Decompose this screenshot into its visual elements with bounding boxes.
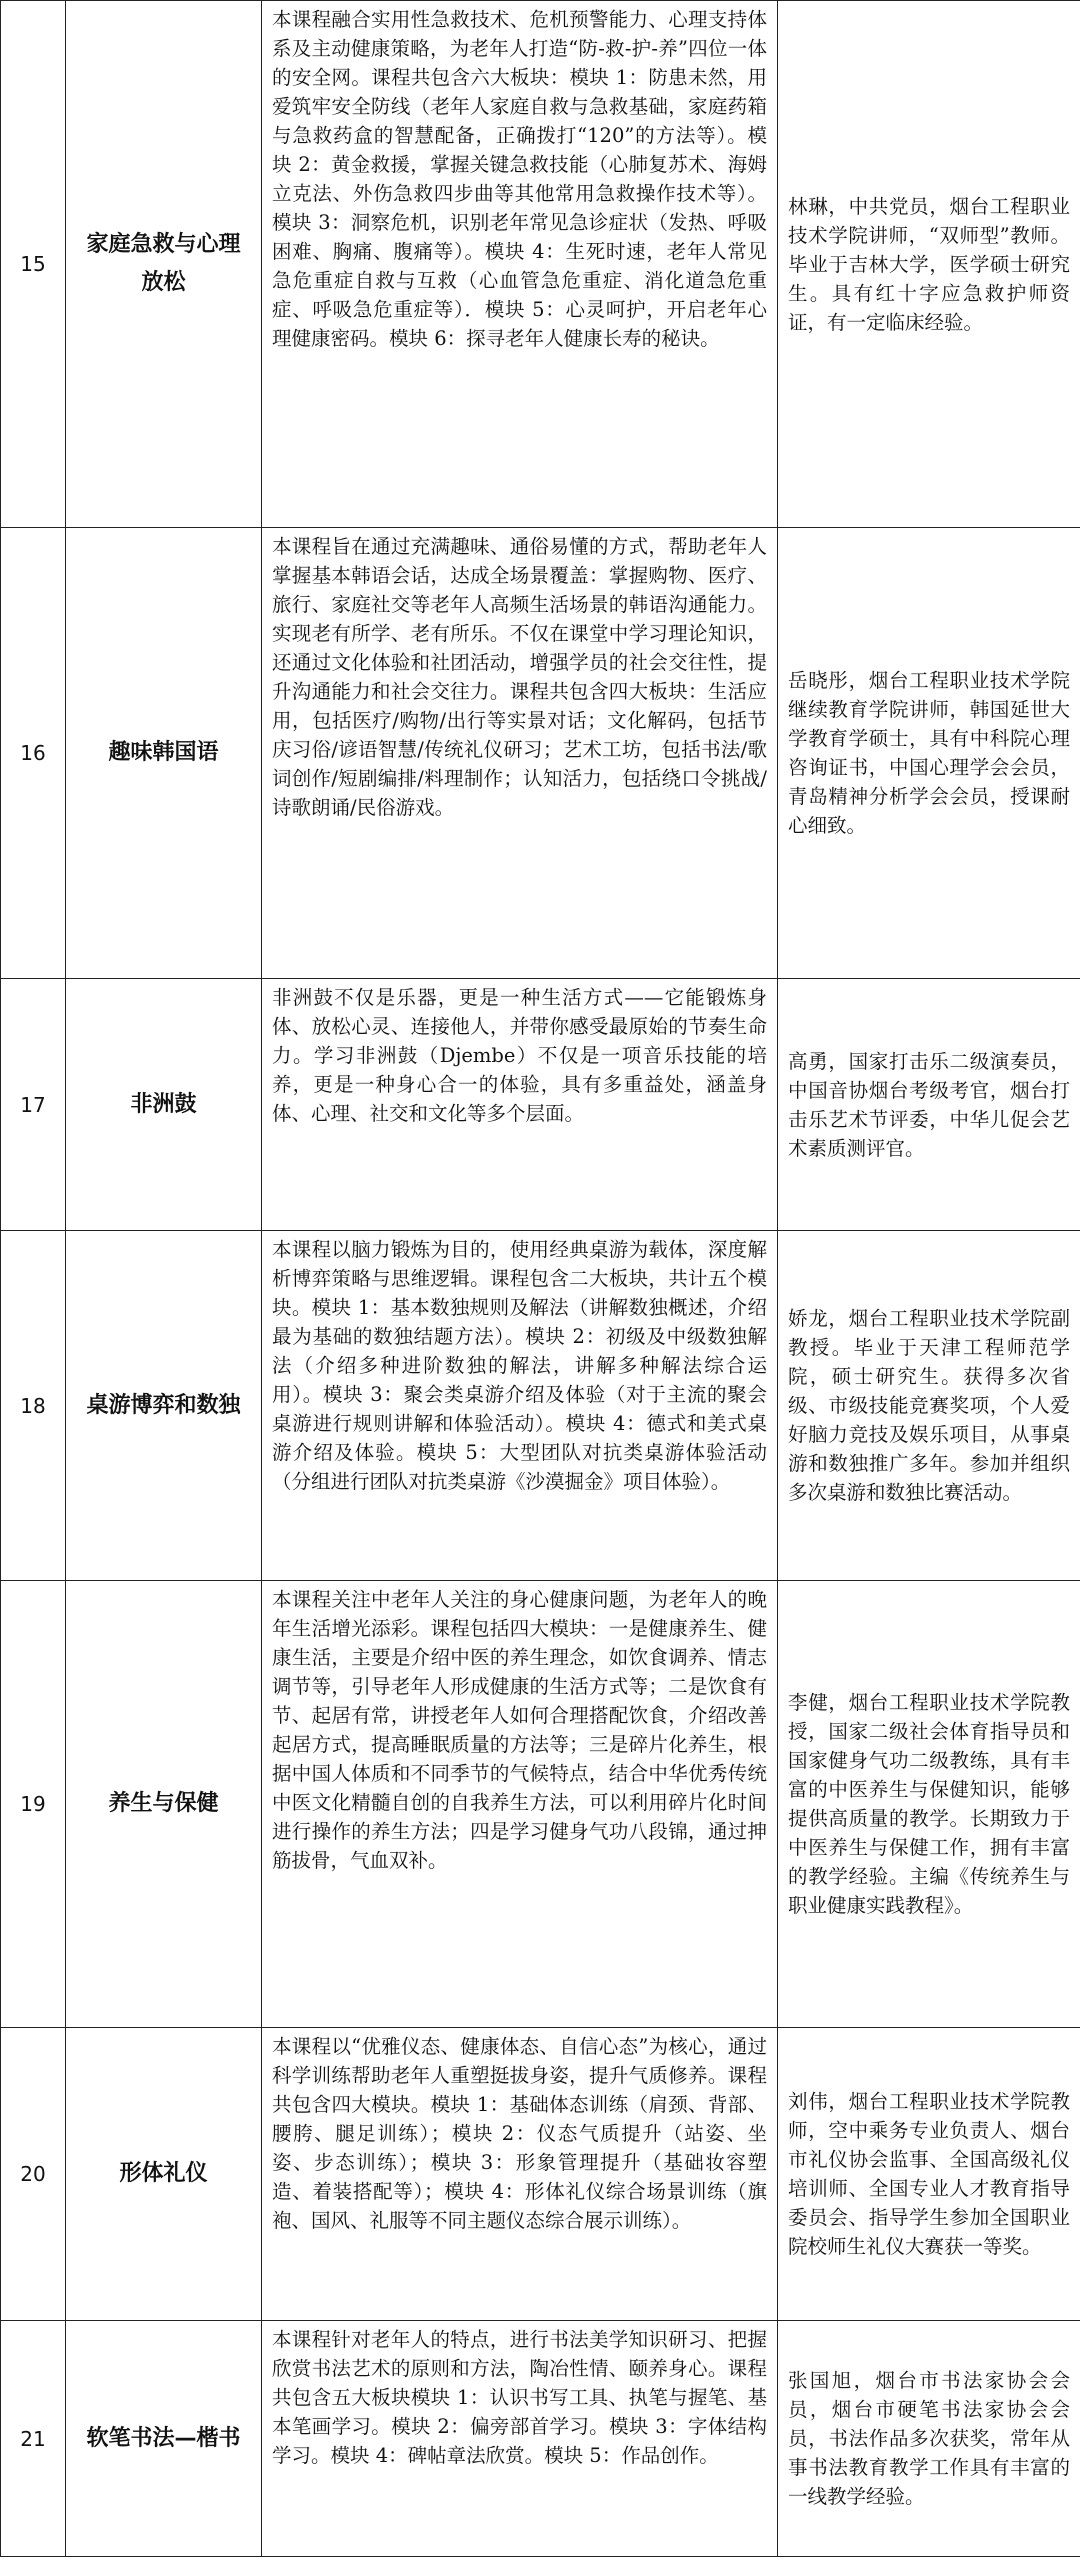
teacher-info: 林琳，中共党员，烟台工程职业技术学院讲师，“双师型”教师。毕业于吉林大学，医学硕士研究生。具有红十字应急救护师资证，有一定临床经验。 — [778, 1, 1080, 528]
teacher-info: 张国旭，烟台市书法家协会会员，烟台市硬笔书法家协会会员，书法作品多次获奖，常年从事书法教育教学工作具有丰富的一线教学经验。 — [778, 2321, 1080, 2557]
table-row — [1, 2321, 1080, 2557]
course-number: 17 — [1, 979, 66, 1231]
table-row — [1, 528, 1080, 979]
table-row — [1, 979, 1080, 1231]
course-description: 本课程关注中老年人关注的身心健康问题，为老年人的晚年生活增光添彩。课程包括四大模块：一是健康养生、健康生活，主要是介绍中医的养生理念，如饮食调养、情志调节等，引导老年人形成健康的生活方式等；二是饮食有节、起居有常，讲授老年人如何合理搭配饮食，介绍改善起居方式，提高睡眠质量的方法等；三是碎片化养生，根据中国人体质和不同季节的气候特点，结合中华优秀传统中医文化精髓自创的自我养生方法，可以利用碎片化时间进行操作的养生方法；四是学习健身气功八段锦，通过抻筋拔骨，气血双补。 — [262, 1581, 778, 2028]
course-number: 16 — [1, 528, 66, 979]
course-number: 15 — [1, 1, 66, 528]
table-row — [1, 1231, 1080, 1581]
teacher-info: 刘伟，烟台工程职业技术学院教师，空中乘务专业负责人、烟台市礼仪协会监事、全国高级礼仪培训师、全国专业人才教育指导委员会、指导学生参加全国职业院校师生礼仪大赛获一等奖。 — [778, 2028, 1080, 2321]
course-number: 19 — [1, 1581, 66, 2028]
course-name: 软笔书法—楷书 — [66, 2321, 262, 2557]
table-row — [1, 1581, 1080, 2028]
course-number: 21 — [1, 2321, 66, 2557]
course-description: 本课程旨在通过充满趣味、通俗易懂的方式，帮助老年人掌握基本韩语会话，达成全场景覆盖：掌握购物、医疗、旅行、家庭社交等老年人高频生活场景的韩语沟通能力。实现老有所学、老有所乐。不仅在课堂中学习理论知识，还通过文化体验和社团活动，增强学员的社会交往性，提升沟通能力和社会交往力。课程共包含四大板块：生活应用，包括医疗/购物/出行等实景对话；文化解码，包括节庆习俗/谚语智慧/传统礼仪研习；艺术工坊，包括书法/歌词创作/短剧编排/料理制作；认知活力，包括绕口令挑战/诗歌朗诵/民俗游戏。 — [262, 528, 778, 979]
teacher-info: 岳晓彤，烟台工程职业技术学院继续教育学院讲师，韩国延世大学教育学硕士，具有中科院心理咨询证书，中国心理学会会员，青岛精神分析学会会员，授课耐心细致。 — [778, 528, 1080, 979]
table-row — [1, 2028, 1080, 2321]
course-description: 非洲鼓不仅是乐器，更是一种生活方式——它能锻炼身体、放松心灵、连接他人，并带你感受最原始的节奏生命力。学习非洲鼓（Djembe）不仅是一项音乐技能的培养，更是一种身心合一的体验，具有多重益处，涵盖身体、心理、社交和文化等多个层面。 — [262, 979, 778, 1231]
course-number: 18 — [1, 1231, 66, 1581]
table-row — [1, 1, 1080, 528]
course-number: 20 — [1, 2028, 66, 2321]
teacher-info: 娇龙，烟台工程职业技术学院副教授。毕业于天津工程师范学院，硕士研究生。获得多次省级、市级技能竞赛奖项，个人爱好脑力竞技及娱乐项目，从事桌游和数独推广多年。参加并组织多次桌游和数独比赛活动。 — [778, 1231, 1080, 1581]
course-name: 非洲鼓 — [66, 979, 262, 1231]
course-name: 趣味韩国语 — [66, 528, 262, 979]
course-description: 本课程针对老年人的特点，进行书法美学知识研习、把握欣赏书法艺术的原则和方法，陶冶性情、颐养身心。课程共包含五大板块模块 1：认识书写工具、执笔与握笔、基本笔画学习。模块 2：偏旁部首学习。模块 3：字体结构学习。模块 4：碑帖章法欣赏。模块 5：作品创作。 — [262, 2321, 778, 2557]
course-description: 本课程以脑力锻炼为目的，使用经典桌游为载体，深度解析博弈策略与思维逻辑。课程包含二大板块，共计五个模块。模块 1：基本数独规则及解法（讲解数独概述，介绍最为基础的数独结题方法）。模块 2：初级及中级数独解法（介绍多种进阶数独的解法，讲解多种解法综合运用）。模块 3：聚会类桌游介绍及体验（对于主流的聚会桌游进行规则讲解和体验活动）。模块 4：德式和美式桌游介绍及体验。模块 5：大型团队对抗类桌游体验活动（分组进行团队对抗类桌游《沙漠掘金》项目体验）。 — [262, 1231, 778, 1581]
teacher-info: 李健，烟台工程职业技术学院教授，国家二级社会体育指导员和国家健身气功二级教练，具有丰富的中医养生与保健知识，能够提供高质量的教学。长期致力于中医养生与保健工作，拥有丰富的教学经验。主编《传统养生与职业健康实践教程》。 — [778, 1581, 1080, 2028]
course-name: 家庭急救与心理放松 — [66, 1, 262, 528]
teacher-info: 高勇，国家打击乐二级演奏员，中国音协烟台考级考官，烟台打击乐艺术节评委，中华儿促会艺术素质测评官。 — [778, 979, 1080, 1231]
course-name: 养生与保健 — [66, 1581, 262, 2028]
course-description: 本课程以“优雅仪态、健康体态、自信心态”为核心，通过科学训练帮助老年人重塑挺拔身姿，提升气质修养。课程共包含四大模块。模块 1：基础体态训练（肩颈、背部、腰胯、腿足训练）；模块 2：仪态气质提升（站姿、坐姿、步态训练）；模块 3：形象管理提升（基础妆容塑造、着装搭配等）；模块 4：形体礼仪综合场景训练（旗袍、国风、礼服等不同主题仪态综合展示训练）。 — [262, 2028, 778, 2321]
course-description: 本课程融合实用性急救技术、危机预警能力、心理支持体系及主动健康策略，为老年人打造“防-救-护-养”四位一体的安全网。课程共包含六大板块：模块 1：防患未然，用爱筑牢安全防线（老年人家庭自救与急救基础，家庭药箱与急救药盒的智慧配备，正确拨打“120”的方法等）。模块 2：黄金救援，掌握关键急救技能（心肺复苏术、海姆立克法、外伤急救四步曲等其他常用急救操作技术等）。模块 3：洞察危机，识别老年常见急诊症状（发热、呼吸困难、胸痛、腹痛等）。模块 4：生死时速，老年人常见急危重症自救与互救（心血管急危重症、消化道急危重症、呼吸急危重症等）．模块 5：心灵呵护，开启老年心理健康密码。模块 6：探寻老年人健康长寿的秘诀。 — [262, 1, 778, 528]
course-name: 形体礼仪 — [66, 2028, 262, 2321]
course-name: 桌游博弈和数独 — [66, 1231, 262, 1581]
